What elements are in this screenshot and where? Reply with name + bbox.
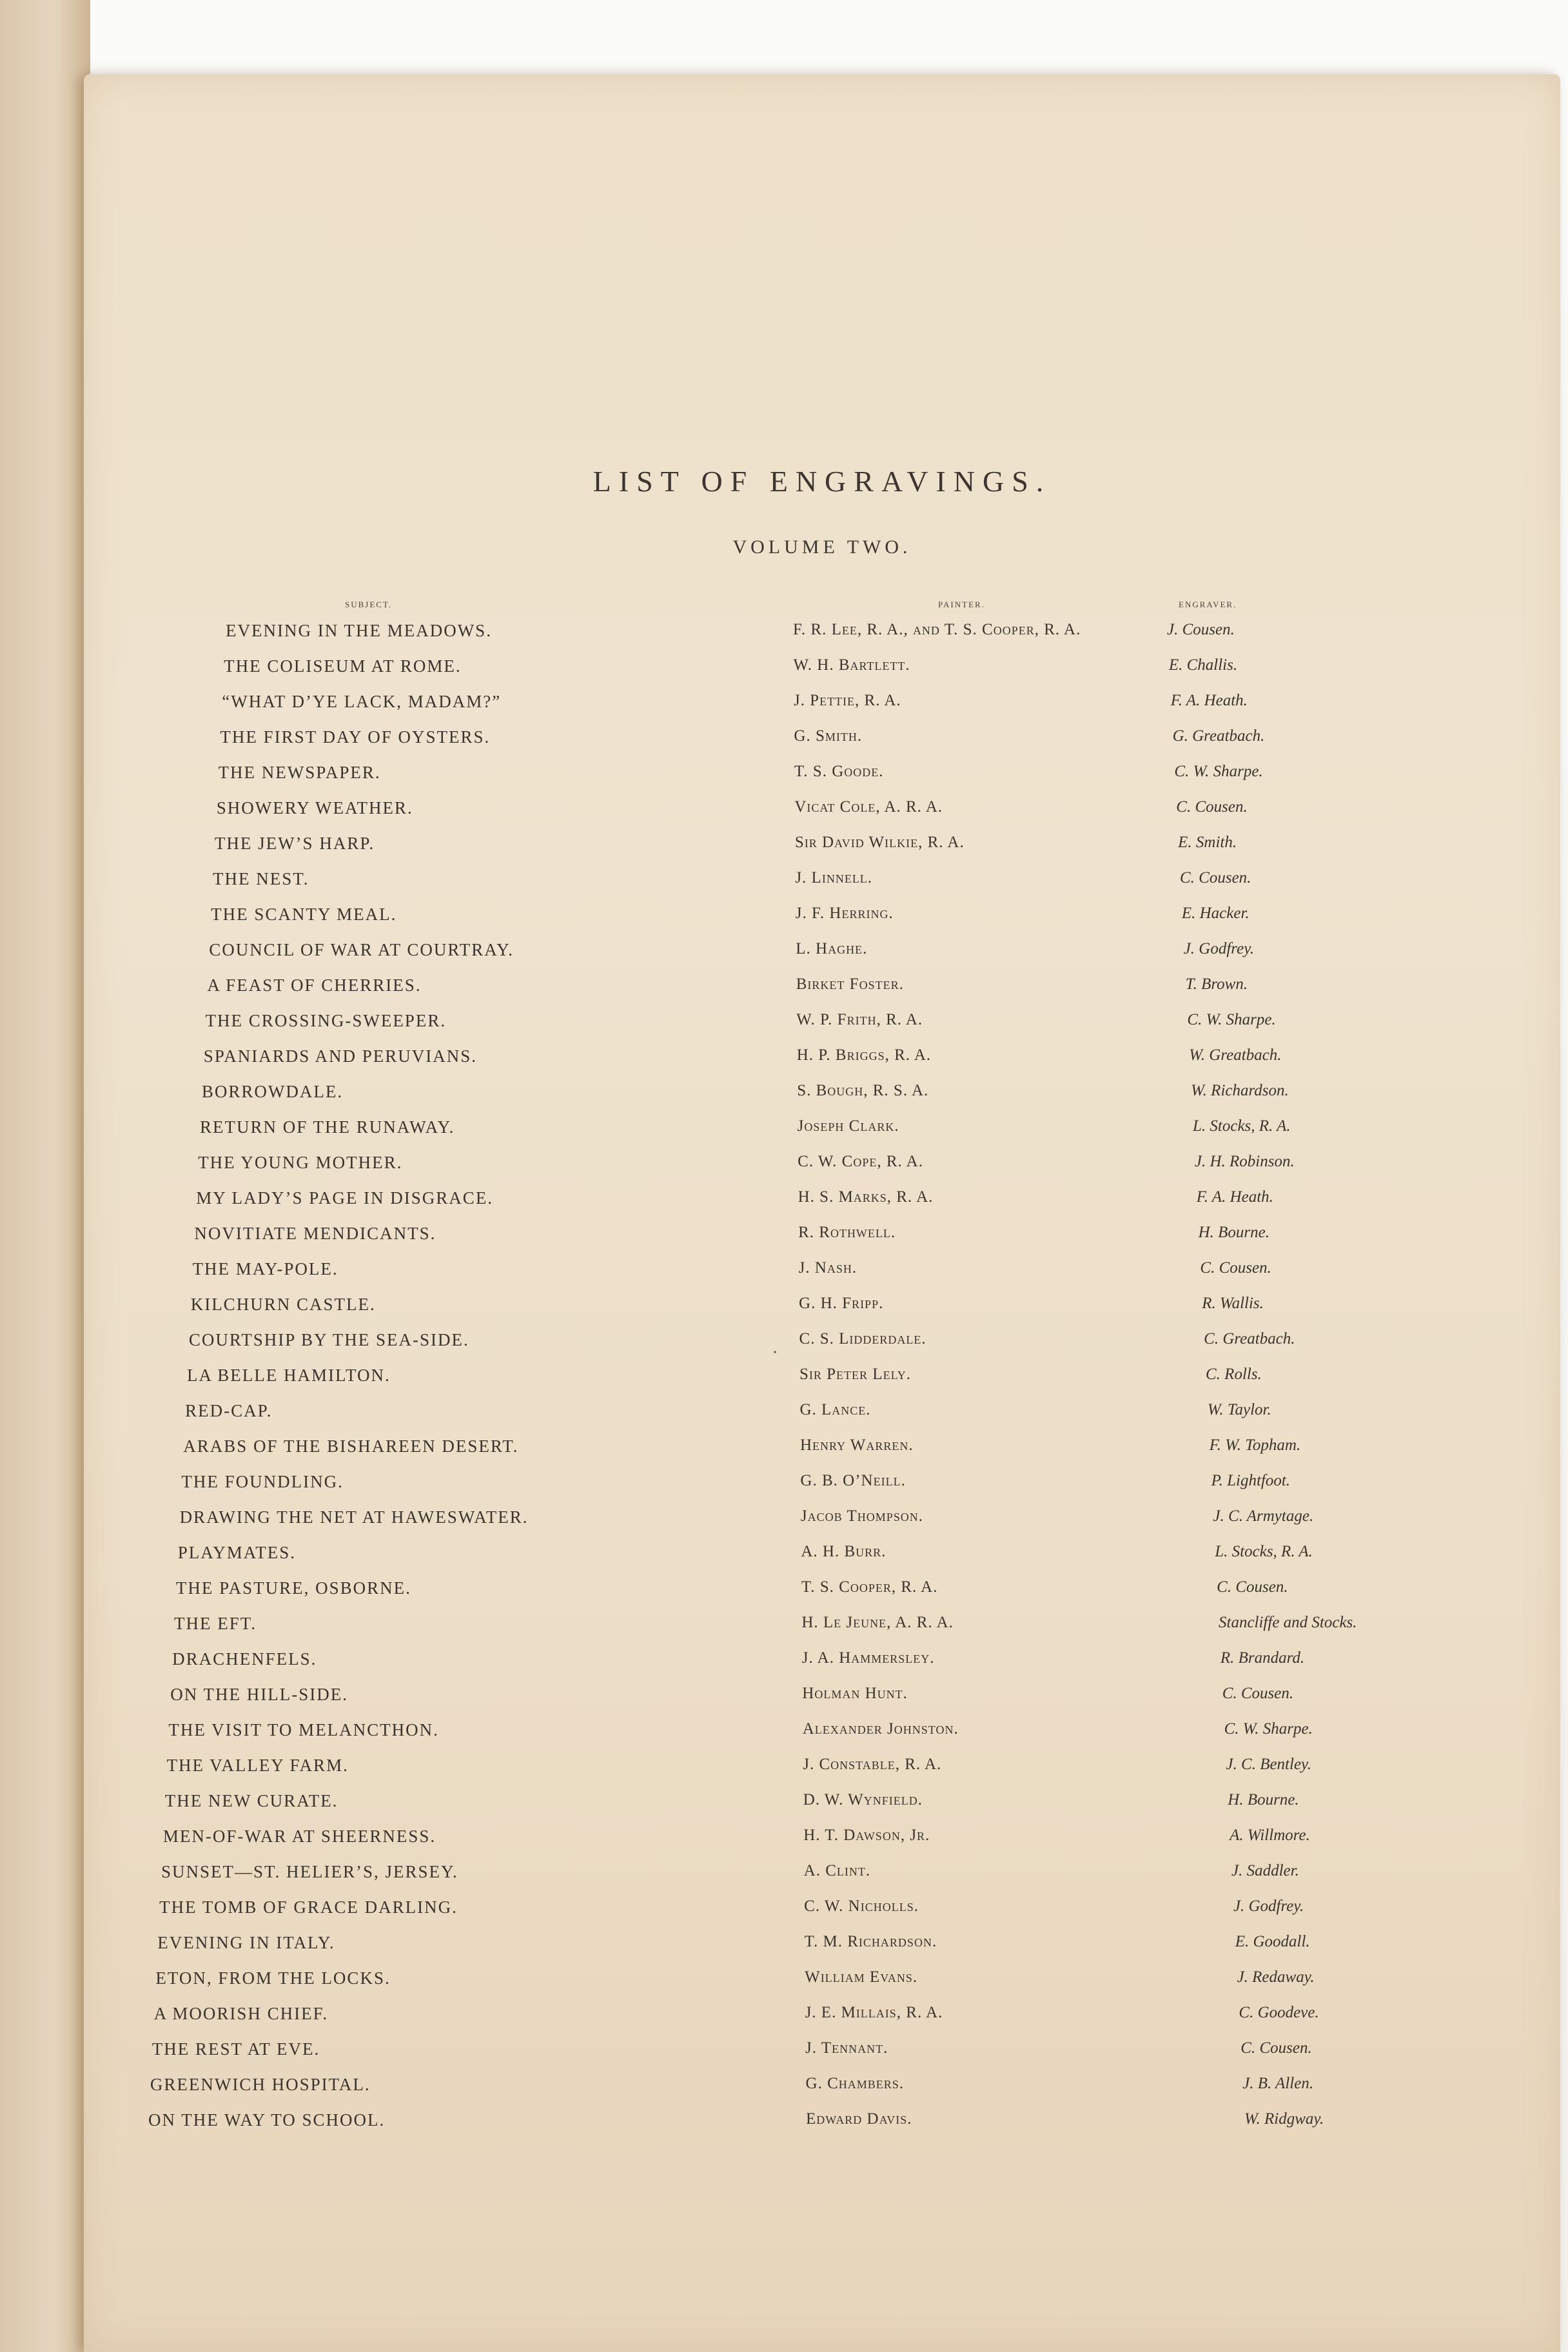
engraver-text: C. Cousen. bbox=[1180, 869, 1251, 887]
list-item bbox=[84, 616, 1560, 651]
painter-text: J. Pettie, R. A. bbox=[793, 692, 901, 709]
engraver-text: H. Bourne. bbox=[1198, 1224, 1269, 1241]
list-item bbox=[84, 899, 1560, 935]
subject-text: ARABS OF THE BISHAREEN DESERT. bbox=[183, 1436, 519, 1456]
subject-text: THE VALLEY FARM. bbox=[166, 1756, 349, 1775]
painter-text: J. Tennant. bbox=[805, 2039, 888, 2057]
engraver-text: J. H. Robinson. bbox=[1194, 1153, 1295, 1170]
subject-text: MY LADY’S PAGE IN DISGRACE. bbox=[196, 1188, 494, 1208]
painter-text: Joseph Clark. bbox=[797, 1117, 899, 1135]
painter-text: L. Haghe. bbox=[796, 940, 868, 957]
left-page-edge bbox=[0, 0, 90, 2352]
engraver-text: P. Lightfoot. bbox=[1211, 1472, 1291, 1489]
painter-text: J. F. Herring. bbox=[795, 905, 894, 922]
engraver-text: J. B. Allen. bbox=[1242, 2075, 1314, 2092]
list-item bbox=[84, 758, 1560, 793]
list-item bbox=[84, 1467, 1560, 1502]
painter-text: G. H. Fripp. bbox=[799, 1295, 884, 1312]
list-item bbox=[84, 1360, 1560, 1396]
engraver-text: J. Redaway. bbox=[1237, 1968, 1315, 1986]
painter-text: C. S. Lidderdale. bbox=[799, 1330, 926, 1348]
painter-text: G. B. O’Neill. bbox=[800, 1472, 906, 1489]
subject-text: ON THE WAY TO SCHOOL. bbox=[148, 2110, 386, 2130]
painter-text: C. W. Nicholls. bbox=[804, 1897, 919, 1915]
subject-text: THE JEW’S HARP. bbox=[214, 834, 375, 853]
engraver-text: A. Willmore. bbox=[1230, 1827, 1310, 1844]
subject-text: GREENWICH HOSPITAL. bbox=[150, 2075, 371, 2094]
painter-text: G. Smith. bbox=[794, 727, 863, 745]
list-item bbox=[84, 1963, 1560, 1999]
list-item bbox=[84, 722, 1560, 758]
painter-text: J. Constable, R. A. bbox=[803, 1756, 942, 1773]
list-item bbox=[84, 828, 1560, 864]
list-item bbox=[84, 1041, 1560, 1077]
painter-text: J. Nash. bbox=[798, 1259, 858, 1277]
subject-text: ETON, FROM THE LOCKS. bbox=[155, 1968, 391, 1988]
engraver-text: H. Bourne. bbox=[1228, 1791, 1299, 1808]
subject-text: THE MAY-POLE. bbox=[192, 1259, 338, 1279]
list-item bbox=[84, 1538, 1560, 1573]
engraver-text: W. Richardson. bbox=[1191, 1082, 1289, 1099]
list-item bbox=[84, 1254, 1560, 1289]
painter-text: T. M. Richardson. bbox=[804, 1933, 937, 1950]
engraver-text: J. Cousen. bbox=[1167, 621, 1235, 638]
engraver-text: T. Brown. bbox=[1185, 975, 1248, 993]
list-item bbox=[84, 1289, 1560, 1325]
engraver-text: C. Greatbach. bbox=[1204, 1330, 1295, 1348]
subject-text: THE FIRST DAY OF OYSTERS. bbox=[220, 727, 491, 747]
list-item bbox=[84, 793, 1560, 828]
engraver-text: W. Greatbach. bbox=[1189, 1046, 1282, 1064]
column-header-painter: PAINTER. bbox=[938, 600, 985, 609]
list-item bbox=[84, 1219, 1560, 1254]
painter-text: T. S. Cooper, R. A. bbox=[801, 1578, 938, 1596]
subject-text: THE COLISEUM AT ROME. bbox=[224, 656, 462, 676]
subject-text: EVENING IN THE MEADOWS. bbox=[226, 621, 492, 640]
list-item bbox=[84, 2034, 1560, 2070]
list-item bbox=[84, 1715, 1560, 1750]
list-item bbox=[84, 970, 1560, 1006]
painter-text: S. Bough, R. S. A. bbox=[797, 1082, 929, 1099]
subject-text: MEN-OF-WAR AT SHEERNESS. bbox=[162, 1827, 436, 1846]
engraver-text: W. Taylor. bbox=[1207, 1401, 1271, 1418]
engraver-text: J. Saddler. bbox=[1231, 1862, 1299, 1879]
subject-text: THE NEWSPAPER. bbox=[218, 763, 381, 782]
engraver-text: J. C. Bentley. bbox=[1226, 1756, 1312, 1773]
engraver-text: E. Challis. bbox=[1168, 656, 1238, 674]
painter-text: William Evans. bbox=[805, 1968, 918, 1986]
engraver-text: C. Goodeve. bbox=[1239, 2004, 1319, 2021]
subject-text: ON THE HILL-SIDE. bbox=[170, 1685, 348, 1704]
engraver-text: F. A. Heath. bbox=[1170, 692, 1248, 709]
subject-text: THE FOUNDLING. bbox=[181, 1472, 344, 1491]
list-item bbox=[84, 1431, 1560, 1467]
list-item bbox=[84, 1999, 1560, 2034]
subject-text: DRACHENFELS. bbox=[172, 1649, 317, 1669]
painter-text: Vicat Cole, A. R. A. bbox=[794, 798, 943, 816]
painter-text: Jacob Thompson. bbox=[800, 1507, 923, 1525]
painter-text: A. Clint. bbox=[803, 1862, 871, 1879]
engraver-text: E. Smith. bbox=[1178, 834, 1237, 851]
painter-text: W. H. Bartlett. bbox=[793, 656, 910, 674]
engraver-text: F. A. Heath. bbox=[1196, 1188, 1273, 1206]
engraver-text: R. Brandard. bbox=[1220, 1649, 1305, 1667]
subject-text: THE VISIT TO MELANCTHON. bbox=[168, 1720, 439, 1740]
list-item bbox=[84, 1609, 1560, 1644]
list-item bbox=[84, 1786, 1560, 1821]
subject-text: THE EFT. bbox=[174, 1614, 257, 1633]
subject-text: THE TOMB OF GRACE DARLING. bbox=[159, 1897, 458, 1917]
list-item bbox=[84, 1183, 1560, 1219]
subject-text: DRAWING THE NET AT HAWESWATER. bbox=[179, 1507, 529, 1527]
painter-text: H. P. Briggs, R. A. bbox=[796, 1046, 932, 1064]
engraver-text: C. Cousen. bbox=[1240, 2039, 1312, 2057]
engraver-text: C. W. Sharpe. bbox=[1174, 763, 1263, 780]
painter-text: F. R. Lee, R. A., and T. S. Cooper, R. A. bbox=[793, 621, 1081, 638]
subject-text: SUNSET—ST. HELIER’S, JERSEY. bbox=[161, 1862, 458, 1881]
engraver-text: E. Goodall. bbox=[1235, 1933, 1310, 1950]
subject-text: THE SCANTY MEAL. bbox=[211, 905, 397, 924]
engraver-text: C. Cousen. bbox=[1217, 1578, 1288, 1596]
list-item bbox=[84, 1112, 1560, 1148]
painter-text: J. Linnell. bbox=[795, 869, 873, 887]
engraver-text: J. C. Armytage. bbox=[1213, 1507, 1314, 1525]
subject-text: A FEAST OF CHERRIES. bbox=[207, 975, 422, 995]
list-item bbox=[84, 687, 1560, 722]
subject-text: “WHAT D’YE LACK, MADAM?” bbox=[222, 692, 502, 711]
painter-text: D. W. Wynfield. bbox=[803, 1791, 923, 1808]
subject-text: EVENING IN ITALY. bbox=[157, 1933, 335, 1952]
list-item bbox=[84, 651, 1560, 687]
painter-text: Birket Foster. bbox=[796, 975, 904, 993]
list-item bbox=[84, 2070, 1560, 2105]
engraver-text: C. Cousen. bbox=[1176, 798, 1248, 816]
subject-text: LA BELLE HAMILTON. bbox=[187, 1366, 391, 1385]
subject-text: COUNCIL OF WAR AT COURTRAY. bbox=[209, 940, 514, 959]
list-item bbox=[84, 1857, 1560, 1892]
column-header-engraver: ENGRAVER. bbox=[1179, 600, 1237, 609]
column-header-subject: SUBJECT. bbox=[345, 600, 393, 609]
list-item bbox=[84, 1892, 1560, 1928]
engraver-text: G. Greatbach. bbox=[1172, 727, 1265, 745]
painter-text: Edward Davis. bbox=[806, 2110, 912, 2128]
book-page bbox=[84, 74, 1560, 2352]
list-item bbox=[84, 1644, 1560, 1680]
painter-text: R. Rothwell. bbox=[798, 1224, 896, 1241]
subject-text: SHOWERY WEATHER. bbox=[216, 798, 413, 818]
painter-text: H. S. Marks, R. A. bbox=[798, 1188, 934, 1206]
subject-text: THE REST AT EVE. bbox=[152, 2039, 320, 2059]
engraver-text: W. Ridgway. bbox=[1244, 2110, 1324, 2128]
engraver-text: C. Cousen. bbox=[1222, 1685, 1294, 1702]
list-item bbox=[84, 1502, 1560, 1538]
subject-text: A MOORISH CHIEF. bbox=[153, 2004, 329, 2023]
engraver-text: C. W. Sharpe. bbox=[1187, 1011, 1276, 1028]
subject-text: SPANIARDS AND PERUVIANS. bbox=[203, 1046, 478, 1066]
list-item bbox=[84, 1077, 1560, 1112]
list-item bbox=[84, 1928, 1560, 1963]
engraver-text: R. Wallis. bbox=[1202, 1295, 1264, 1312]
painter-text: J. A. Hammersley. bbox=[801, 1649, 935, 1667]
painter-text: Sir Peter Lely. bbox=[799, 1366, 912, 1383]
engraver-text: J. Godfrey. bbox=[1183, 940, 1255, 957]
painter-text: H. T. Dawson, Jr. bbox=[803, 1827, 930, 1844]
painter-text: Alexander Johnston. bbox=[802, 1720, 959, 1738]
list-item bbox=[84, 935, 1560, 970]
painter-text: T. S. Goode. bbox=[794, 763, 884, 780]
page-subtitle: VOLUME TWO. bbox=[732, 536, 912, 558]
engraver-text: C. Cousen. bbox=[1200, 1259, 1271, 1277]
painter-text: Henry Warren. bbox=[799, 1436, 914, 1454]
list-item bbox=[84, 1750, 1560, 1786]
engravings-list bbox=[84, 616, 1560, 2141]
list-item bbox=[84, 1680, 1560, 1715]
painter-text: G. Chambers. bbox=[805, 2075, 905, 2092]
list-item bbox=[84, 1396, 1560, 1431]
painter-text: W. P. Frith, R. A. bbox=[796, 1011, 923, 1028]
paper-speck bbox=[774, 1351, 776, 1353]
list-item bbox=[84, 864, 1560, 899]
subject-text: THE NEW CURATE. bbox=[164, 1791, 338, 1810]
painter-text: H. Le Jeune, A. R. A. bbox=[801, 1614, 954, 1631]
list-item bbox=[84, 1821, 1560, 1857]
engraver-text: F. W. Topham. bbox=[1209, 1436, 1301, 1454]
subject-text: THE CROSSING-SWEEPER. bbox=[205, 1011, 447, 1030]
subject-text: BORROWDALE. bbox=[201, 1082, 344, 1101]
engraver-text: C. W. Sharpe. bbox=[1224, 1720, 1313, 1738]
subject-text: RETURN OF THE RUNAWAY. bbox=[200, 1117, 455, 1137]
painter-text: Sir David Wilkie, R. A. bbox=[794, 834, 965, 851]
list-item bbox=[84, 2105, 1560, 2141]
subject-text: KILCHURN CASTLE. bbox=[190, 1295, 376, 1314]
subject-text: COURTSHIP BY THE SEA-SIDE. bbox=[188, 1330, 469, 1349]
engraver-text: E. Hacker. bbox=[1181, 905, 1250, 922]
subject-text: PLAYMATES. bbox=[177, 1543, 296, 1562]
subject-text: NOVITIATE MENDICANTS. bbox=[194, 1224, 436, 1243]
list-item bbox=[84, 1006, 1560, 1041]
page-title: LIST OF ENGRAVINGS. bbox=[593, 465, 1052, 498]
painter-text: C. W. Cope, R. A. bbox=[798, 1153, 923, 1170]
painter-text: A. H. Burr. bbox=[801, 1543, 887, 1560]
painter-text: J. E. Millais, R. A. bbox=[805, 2004, 943, 2021]
engraver-text: Stancliffe and Stocks. bbox=[1219, 1614, 1357, 1631]
list-item bbox=[84, 1573, 1560, 1609]
engraver-text: C. Rolls. bbox=[1206, 1366, 1262, 1383]
subject-text: THE YOUNG MOTHER. bbox=[198, 1153, 403, 1172]
painter-text: Holman Hunt. bbox=[802, 1685, 908, 1702]
painter-text: G. Lance. bbox=[799, 1401, 871, 1418]
engraver-text: L. Stocks, R. A. bbox=[1215, 1543, 1313, 1560]
subject-text: THE NEST. bbox=[213, 869, 309, 888]
subject-text: THE PASTURE, OSBORNE. bbox=[175, 1578, 411, 1598]
engraver-text: J. Godfrey. bbox=[1233, 1897, 1304, 1915]
list-item bbox=[84, 1148, 1560, 1183]
list-item bbox=[84, 1325, 1560, 1360]
subject-text: RED-CAP. bbox=[185, 1401, 273, 1420]
engraver-text: L. Stocks, R. A. bbox=[1193, 1117, 1291, 1135]
